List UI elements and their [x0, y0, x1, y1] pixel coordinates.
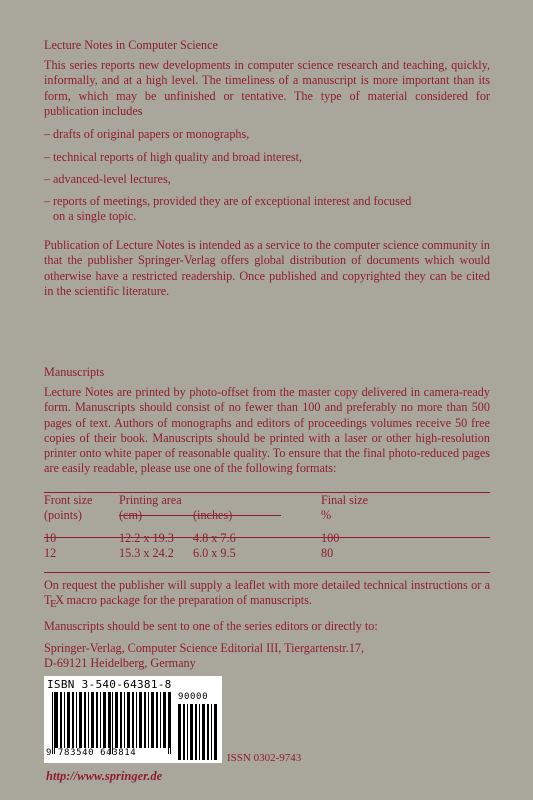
printing-area-rule — [119, 515, 281, 516]
request-text-a: On request the publisher will supply a leaflet with more detailed technical instructions or a — [44, 578, 490, 592]
list-item-text: advanced-level lectures, — [53, 172, 171, 186]
table-mid-rule — [44, 537, 490, 538]
address-line-2: D-69121 Heidelberg, Germany — [44, 656, 196, 670]
request-text-b: macro package for the preparation of manuscripts. — [63, 593, 312, 608]
address-line-1: Springer-Verlag, Computer Science Editorial III, Tiergartenstr.17, — [44, 641, 365, 655]
list-item — [44, 127, 490, 142]
issn-label: ISSN 0302-9743 — [227, 752, 302, 764]
send-to-line: Manuscripts should be sent to one of the series editors or directly to: — [44, 619, 378, 633]
list-item-continuation: on a single topic. — [53, 209, 137, 224]
isbn-label: ISBN 3-540-64381-8 — [47, 678, 172, 691]
list-dash: – — [44, 172, 51, 186]
table-row — [44, 546, 490, 561]
tex-logo-e: E — [49, 598, 57, 611]
cell-final: 100 — [321, 531, 340, 545]
manuscripts-title: Manuscripts — [44, 365, 105, 379]
cell-inches: 4.8 x 7.6 — [193, 531, 236, 545]
header-front-size: Front size — [44, 493, 93, 507]
header-final-size: Final size — [321, 493, 369, 507]
list-dash: – — [44, 150, 51, 164]
tex-logo-x: X — [55, 593, 64, 608]
request-paragraph — [44, 578, 490, 610]
cell-points: 12 — [44, 546, 57, 560]
list-dash: – — [44, 194, 51, 208]
formats-table — [44, 493, 490, 561]
addon-digits: 90000 — [178, 692, 209, 702]
tex-logo — [44, 593, 64, 611]
list-item — [44, 194, 490, 225]
series-intro: This series reports new developments in computer science research and teaching, quickly, informally, and at a high level. The timeliness of a manuscript is more important than its form, which may be unfinished or tentative. The type of material considered for publication includes — [44, 58, 490, 118]
manuscripts-paragraph: Lecture Notes are printed by photo-offset from the master copy delivered in camera-ready form. Manuscripts should consist of no fewer than 100 and preferably no more than 500 pages of text. Authors of monographs and editors of proceedings volumes receive 50 free copies of their book. Manuscripts should be printed with a laser or other high-resolution printer onto white paper of reasonable quality. To ensure that the final photo-reduced pages are easily readable, please use one of the following formats: — [44, 385, 490, 476]
header-inches: (inches) — [193, 508, 233, 522]
table-bottom-rule — [44, 572, 490, 573]
table-header-row — [44, 493, 490, 508]
header-points: (points) — [44, 508, 82, 522]
series-title: Lecture Notes in Computer Science — [44, 38, 218, 52]
cell-final: 80 — [321, 546, 334, 560]
ean-digits: 9 783540 643814 — [46, 748, 137, 758]
cell-inches: 6.0 x 9.5 — [193, 546, 236, 560]
cell-cm: 12.2 x 19.3 — [119, 531, 174, 545]
header-printing-area: Printing area — [119, 493, 182, 507]
list-item — [44, 150, 490, 165]
header-percent: % — [321, 508, 332, 522]
publication-paragraph: Publication of Lecture Notes is intended as a service to the computer science community in that the publisher Springer-Verlag offers global distribution of documents which would otherwise have a restricted readership. Once published and copyrighted they can be cited in the scientific literature. — [44, 238, 490, 298]
list-item-text: reports of meetings, provided they are of exceptional interest and focused — [53, 194, 412, 208]
list-item-text: technical reports of high quality and broad interest, — [53, 150, 303, 164]
table-row — [44, 531, 490, 546]
header-cm: (cm) — [119, 508, 143, 522]
list-item-text: drafts of original papers or monographs, — [53, 127, 250, 141]
list-dash: – — [44, 127, 51, 141]
cell-cm: 15.3 x 24.2 — [119, 546, 174, 560]
isbn-barcode — [44, 676, 222, 763]
list-item — [44, 172, 490, 187]
tex-logo-t: T — [44, 593, 51, 608]
publisher-url: http://www.springer.de — [46, 769, 163, 783]
cell-points: 10 — [44, 531, 57, 545]
